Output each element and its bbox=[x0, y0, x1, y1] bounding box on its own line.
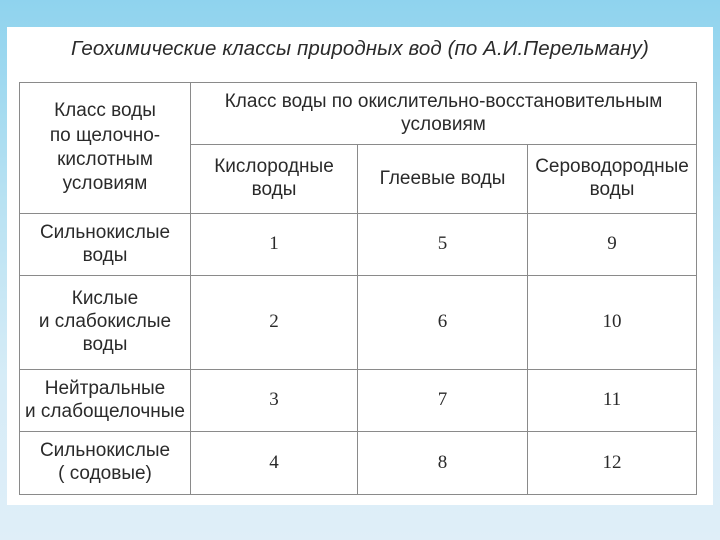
table-cell: 5 bbox=[358, 214, 528, 276]
water-classes-table bbox=[19, 82, 697, 495]
table-row bbox=[20, 370, 697, 432]
row-label: Нейтральные и слабощелочные bbox=[20, 370, 191, 432]
row-label: Сильнокислые воды bbox=[20, 214, 191, 276]
row-label: Кислые и слабокислые воды bbox=[20, 276, 191, 370]
table-row bbox=[20, 214, 697, 276]
slide-page bbox=[7, 27, 713, 505]
table-cell: 2 bbox=[191, 276, 358, 370]
table-header-row bbox=[20, 83, 697, 145]
group-header: Класс воды по окислительно-восстановительным условиям bbox=[191, 83, 697, 145]
table-cell: 3 bbox=[191, 370, 358, 432]
table-cell: 1 bbox=[191, 214, 358, 276]
column-header-oxygen: Кислородные воды bbox=[191, 145, 358, 214]
slide-title: Геохимические классы природных вод (по А.И.Перельману) bbox=[71, 37, 649, 60]
row-header-title: Класс воды по щелочно- кислотным условиям bbox=[20, 83, 191, 214]
table-cell: 9 bbox=[528, 214, 697, 276]
table-row bbox=[20, 276, 697, 370]
table-cell: 8 bbox=[358, 432, 528, 495]
table-cell: 6 bbox=[358, 276, 528, 370]
column-header-hydrogen-sulfide: Сероводородные воды bbox=[528, 145, 697, 214]
table-cell: 10 bbox=[528, 276, 697, 370]
row-label: Сильнокислые ( содовые) bbox=[20, 432, 191, 495]
table-cell: 11 bbox=[528, 370, 697, 432]
table-row bbox=[20, 432, 697, 495]
table-cell: 12 bbox=[528, 432, 697, 495]
table-cell: 4 bbox=[191, 432, 358, 495]
table-cell: 7 bbox=[358, 370, 528, 432]
column-header-gley: Глеевые воды bbox=[358, 145, 528, 214]
